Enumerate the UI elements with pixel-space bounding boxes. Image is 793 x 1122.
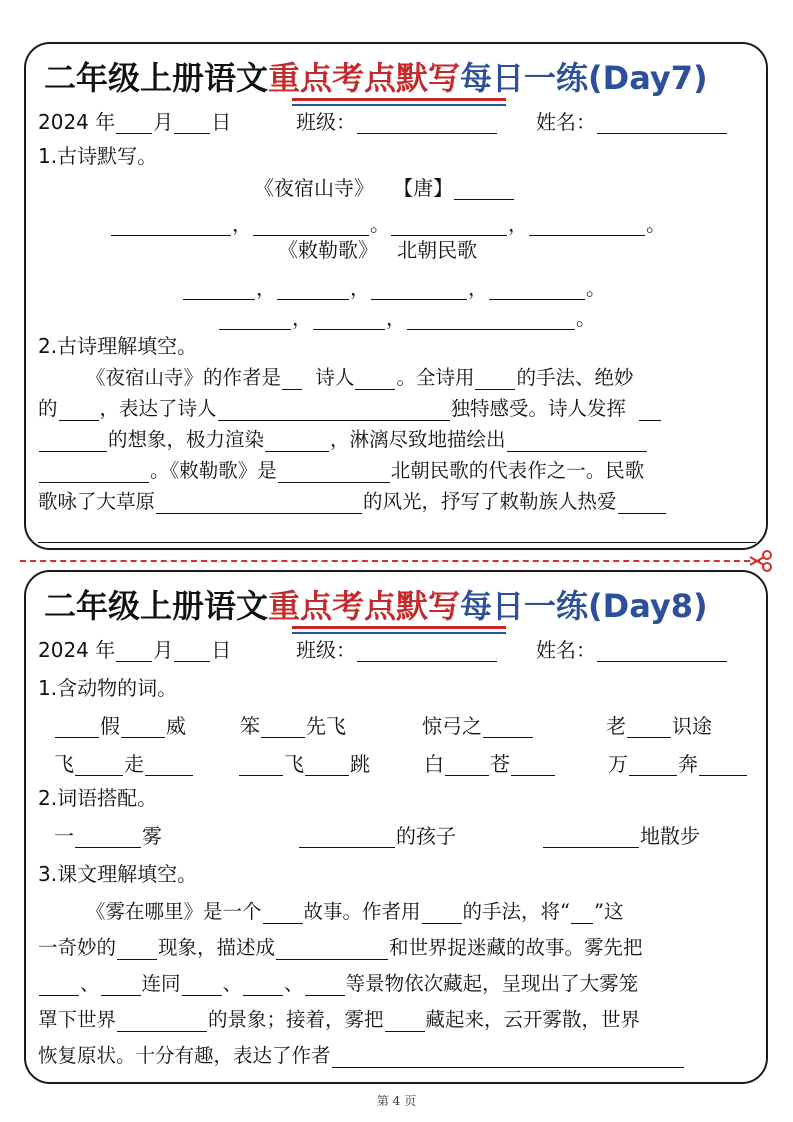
fill-blank[interactable] — [627, 717, 671, 738]
fill-blank[interactable] — [511, 755, 555, 776]
fill-blank[interactable] — [117, 939, 157, 960]
fill-blank[interactable] — [101, 975, 141, 996]
fill-blank[interactable] — [571, 903, 593, 924]
verse-blank[interactable] — [489, 279, 585, 300]
day-blank[interactable] — [174, 641, 210, 662]
fill-blank[interactable] — [543, 827, 639, 848]
paragraph-line: 歌咏了大草原 的风光，抒写了敕勒族人热爱 — [38, 490, 667, 514]
idiom-item: 假 威 — [54, 714, 186, 738]
title-underline — [292, 98, 506, 101]
fill-blank[interactable] — [182, 975, 222, 996]
worksheet-card-day7 — [24, 42, 768, 550]
class-blank[interactable] — [357, 113, 497, 134]
paragraph-line: 的 ，表达了诗人 独特感受。诗人发挥 — [38, 397, 662, 421]
fill-blank[interactable] — [75, 827, 141, 848]
fill-blank[interactable] — [699, 755, 747, 776]
name-field: 姓名： — [536, 110, 728, 134]
section-heading: 1.含动物的词。 — [38, 676, 178, 700]
fill-blank[interactable] — [263, 903, 303, 924]
poem-line: ， ， 。 — [218, 306, 596, 330]
match-item: 地散步 — [542, 824, 700, 848]
answer-line[interactable] — [38, 542, 756, 543]
poem-title-line: 《夜宿山寺》 【唐】 — [254, 176, 515, 200]
match-item: 一 雾 — [54, 824, 162, 848]
fill-blank[interactable] — [355, 369, 395, 390]
idiom-item: 笨 先飞 — [240, 714, 346, 738]
verse-blank[interactable] — [371, 279, 467, 300]
paragraph-line: 《雾在哪里》是一个 故事。作者用 的手法，将“ ”这 — [86, 900, 624, 923]
month-blank[interactable] — [116, 641, 152, 662]
author-blank[interactable] — [454, 179, 514, 200]
poem-line: ， ， ， 。 — [182, 276, 606, 300]
section-heading: 2.古诗理解填空。 — [38, 334, 198, 358]
match-item: 的孩子 — [298, 824, 456, 848]
fill-blank[interactable] — [445, 755, 489, 776]
paragraph-line: 。《敕勒歌》是 北朝民歌的代表作之一。民歌 — [38, 459, 644, 483]
idiom-item: 飞 走 — [54, 752, 194, 776]
fill-blank[interactable] — [629, 755, 677, 776]
verse-blank[interactable] — [111, 215, 231, 236]
verse-blank[interactable] — [391, 215, 507, 236]
fill-blank[interactable] — [278, 462, 390, 483]
class-field: 班级： — [296, 110, 498, 134]
fill-blank[interactable] — [239, 755, 283, 776]
worksheet-card-day8 — [24, 570, 768, 1084]
verse-blank[interactable] — [277, 279, 349, 300]
paragraph-line: 一奇妙的 现象，描述成 和世界捉迷藏的故事。雾先把 — [38, 936, 643, 959]
fill-blank[interactable] — [305, 975, 345, 996]
fill-blank[interactable] — [121, 717, 165, 738]
fill-blank[interactable] — [261, 717, 305, 738]
fill-blank[interactable] — [332, 1047, 684, 1068]
class-field: 班级： — [296, 638, 498, 662]
day-blank[interactable] — [174, 113, 210, 134]
poem-title-line: 《敕勒歌》 北朝民歌 — [278, 238, 478, 262]
fill-blank[interactable] — [422, 903, 462, 924]
fill-blank[interactable] — [475, 369, 515, 390]
name-blank[interactable] — [597, 641, 727, 662]
poem-line: ， 。 ， 。 — [110, 212, 666, 236]
fill-blank[interactable] — [39, 431, 107, 452]
section-heading: 1.古诗默写。 — [38, 144, 158, 168]
verse-blank[interactable] — [253, 215, 369, 236]
paragraph-line: 的想象，极力渲染 ，淋漓尽致地描绘出 — [38, 428, 648, 452]
paragraph-line: 罩下世界 的景象；接着，雾把 藏起来，云开雾散，世界 — [38, 1008, 641, 1031]
fill-blank[interactable] — [75, 755, 123, 776]
section-heading: 2.词语搭配。 — [38, 786, 158, 810]
verse-blank[interactable] — [219, 309, 291, 330]
fill-blank[interactable] — [305, 755, 349, 776]
title-underline — [292, 626, 506, 629]
date-field: 2024 年 月 日 — [38, 638, 232, 662]
scissors-icon — [748, 548, 774, 574]
month-blank[interactable] — [116, 113, 152, 134]
fill-blank[interactable] — [243, 975, 283, 996]
idiom-item: 老 识途 — [606, 714, 712, 738]
verse-blank[interactable] — [183, 279, 255, 300]
fill-blank[interactable] — [282, 369, 302, 390]
date-field: 2024 年 月 日 — [38, 110, 232, 134]
idiom-item: 万 奔 — [608, 752, 748, 776]
fill-blank[interactable] — [117, 1011, 207, 1032]
fill-blank[interactable] — [385, 1011, 425, 1032]
fill-blank[interactable] — [639, 400, 661, 421]
fill-blank[interactable] — [218, 400, 450, 421]
verse-blank[interactable] — [407, 309, 575, 330]
section-heading: 3.课文理解填空。 — [38, 862, 198, 886]
fill-blank[interactable] — [507, 431, 647, 452]
cut-line — [20, 560, 760, 562]
name-blank[interactable] — [597, 113, 727, 134]
title-underline — [292, 104, 506, 106]
worksheet-title: 二年级上册语文重点考点默写每日一练(Day8) — [44, 587, 708, 625]
idiom-item: 白 苍 — [424, 752, 556, 776]
paragraph-line: 、 连同 、 、 等景物依次藏起，呈现出了大雾笼 — [38, 972, 638, 996]
fill-blank[interactable] — [483, 717, 533, 738]
fill-blank[interactable] — [145, 755, 193, 776]
fill-blank[interactable] — [276, 939, 388, 960]
worksheet-title: 二年级上册语文重点考点默写每日一练(Day7) — [44, 59, 708, 97]
idiom-item: 飞 跳 — [238, 752, 370, 776]
title-underline — [292, 632, 506, 634]
paragraph-line: 《夜宿山寺》的作者是 诗人 。全诗用 的手法、绝妙 — [86, 366, 634, 389]
fill-blank[interactable] — [39, 462, 149, 483]
idiom-item: 惊弓之 — [422, 714, 534, 738]
fill-blank[interactable] — [265, 431, 329, 452]
fill-blank[interactable] — [39, 975, 79, 996]
fill-blank[interactable] — [156, 493, 362, 514]
page-number: 第 4 页 — [376, 1094, 417, 1108]
name-field: 姓名： — [536, 638, 728, 662]
fill-blank[interactable] — [618, 493, 666, 514]
class-blank[interactable] — [357, 641, 497, 662]
fill-blank[interactable] — [59, 400, 99, 421]
verse-blank[interactable] — [313, 309, 385, 330]
fill-blank[interactable] — [55, 717, 99, 738]
verse-blank[interactable] — [529, 215, 645, 236]
paragraph-line: 恢复原状。十分有趣，表达了作者 — [38, 1044, 685, 1068]
fill-blank[interactable] — [299, 827, 395, 848]
